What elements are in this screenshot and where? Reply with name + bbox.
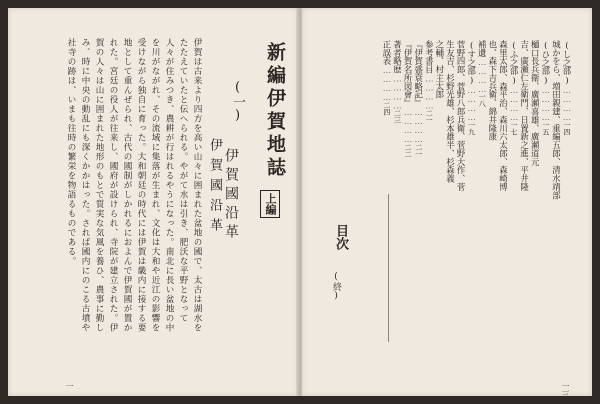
toc-entry-text: 吉、廣瀬仁左衛門、日置新之進、平井隆 — [519, 40, 530, 192]
toc-page-number: 一五 — [541, 121, 550, 136]
toc-leader-dots: ………… — [562, 85, 572, 122]
body-text: 伊賀は古来より四方を高い山々に囲まれた盆地の國で、太古は湖水をたたえていたと伝へられる。やがて水は引き、肥沃な平野となって人々が住みつき、農耕が行はれるやうになった。南北に長い盆地の中を川がながれ、その流域に集落が生まれ、文化は大和や近江の影響を受けながら独自に育った。大和朝廷の時代には伊賀は畿内に接する要地として重んぜられ、古代の國制がしかれるにおよんで伊賀國が置かれた。宮廷の役人が往来し、國府が設けられ、寺院が建立された。伊賀の人々は山に囲まれた地形のもとで質実な気風を養ひ、農事に勤しみ、時に中央の動乱にも深くかかはった。されば國内にのこる古墳や社寺の跡は、いまも往時の繁栄を物語るものである。 — [66, 38, 202, 333]
toc-page-number: 二一 — [425, 109, 434, 124]
toc-entry-text: 正誤表 — [381, 40, 392, 66]
toc-entry — [487, 40, 498, 330]
toc-entry-text: 『伊賀名所図會』 — [403, 40, 414, 108]
toc-divider — [388, 194, 389, 342]
toc-leader-dots: ………… — [424, 73, 435, 110]
toc-entry-text: 菅野四郎、菅野八郎兵衛、菅野大作、菅 — [456, 40, 467, 192]
toc-entry — [551, 40, 562, 330]
toc-page-number: 一四 — [563, 121, 571, 136]
toc-entry-text: 『伊賀盛衰略記』 — [413, 40, 424, 108]
toc-entry — [381, 40, 392, 330]
toc-entry-text: (ひ之部) — [540, 40, 551, 86]
toc-entry-text: 樋口長兵衛、廣瀬喜雄、廣瀬道元 — [530, 40, 541, 166]
section-title: 伊賀國沿革 — [207, 138, 222, 238]
chapter-title: 伊賀國沿革 — [223, 148, 239, 243]
toc-entry-text: (し之部) — [562, 40, 572, 86]
toc-leader-dots: ………… — [477, 56, 488, 93]
toc-leader-dots: ………… — [392, 73, 403, 110]
toc-entry — [530, 40, 541, 330]
right-page — [302, 8, 592, 396]
toc-page-number: 一九 — [467, 121, 476, 136]
toc-entry — [434, 40, 445, 330]
toc-entry-text: 森里太郎、森平治、森川六太郎、森崎博 — [498, 40, 509, 192]
toc-entry — [498, 40, 509, 330]
toc-entry-text: 也、森下吉兵衛、綿井隆康 — [487, 40, 498, 141]
toc-entry-text: 補遺 — [477, 40, 488, 57]
table-of-contents — [381, 40, 572, 330]
toc-entry — [508, 40, 519, 330]
toc-entry — [477, 40, 488, 330]
toc-entry — [413, 40, 424, 330]
toc-leader-dots: ………… — [466, 85, 477, 122]
toc-leader-dots: ………… — [381, 65, 392, 102]
toc-page-number: 二三 — [393, 109, 402, 124]
book-title: 新編伊賀地誌 — [264, 42, 286, 180]
toc-entry-text: 参考書目 — [424, 40, 435, 74]
toc-entry — [466, 40, 477, 330]
toc-heading: 目次 — [333, 224, 348, 250]
toc-entry — [540, 40, 551, 330]
toc-entry — [455, 40, 466, 330]
toc-page-number: 二四 — [382, 101, 391, 116]
toc-entry-text: (ふ之部) — [509, 40, 520, 86]
toc-page-number: 一八 — [478, 92, 487, 107]
toc-page-number: 二二 — [404, 143, 413, 158]
toc-entry-text: 城かをら、増田親建、重編五郎、清水靖部 — [551, 40, 562, 200]
toc-entry-text: 之輔、村主太郎 — [434, 40, 445, 99]
toc-leader-dots: ………… — [403, 107, 414, 144]
toc-entry — [424, 40, 435, 330]
toc-entry-text: 著者略歴 — [392, 40, 403, 74]
toc-entry — [445, 40, 456, 330]
toc-entry — [561, 40, 572, 330]
page-number-right: 一三 — [561, 382, 570, 398]
toc-entry — [519, 40, 530, 330]
toc-leader-dots: ………… — [413, 107, 424, 144]
toc-page-number: 二一 — [414, 143, 423, 158]
toc-entry-text: (す之部) — [466, 40, 477, 86]
toc-leader-dots: ………… — [509, 85, 520, 122]
toc-entry-text: 生友吉、杉野光雄、杉本雄半、杉森義 — [445, 40, 456, 183]
toc-entry — [403, 40, 414, 330]
left-page — [8, 8, 298, 396]
toc-page-number: 一七 — [510, 121, 519, 136]
volume-mark: 上編 — [260, 190, 280, 218]
page-number-left: 一 — [65, 382, 74, 390]
toc-continued-mark: (終) — [331, 272, 341, 301]
toc-leader-dots: ………… — [540, 85, 551, 122]
toc-entry — [392, 40, 403, 330]
chapter-number: (一) — [230, 80, 245, 123]
